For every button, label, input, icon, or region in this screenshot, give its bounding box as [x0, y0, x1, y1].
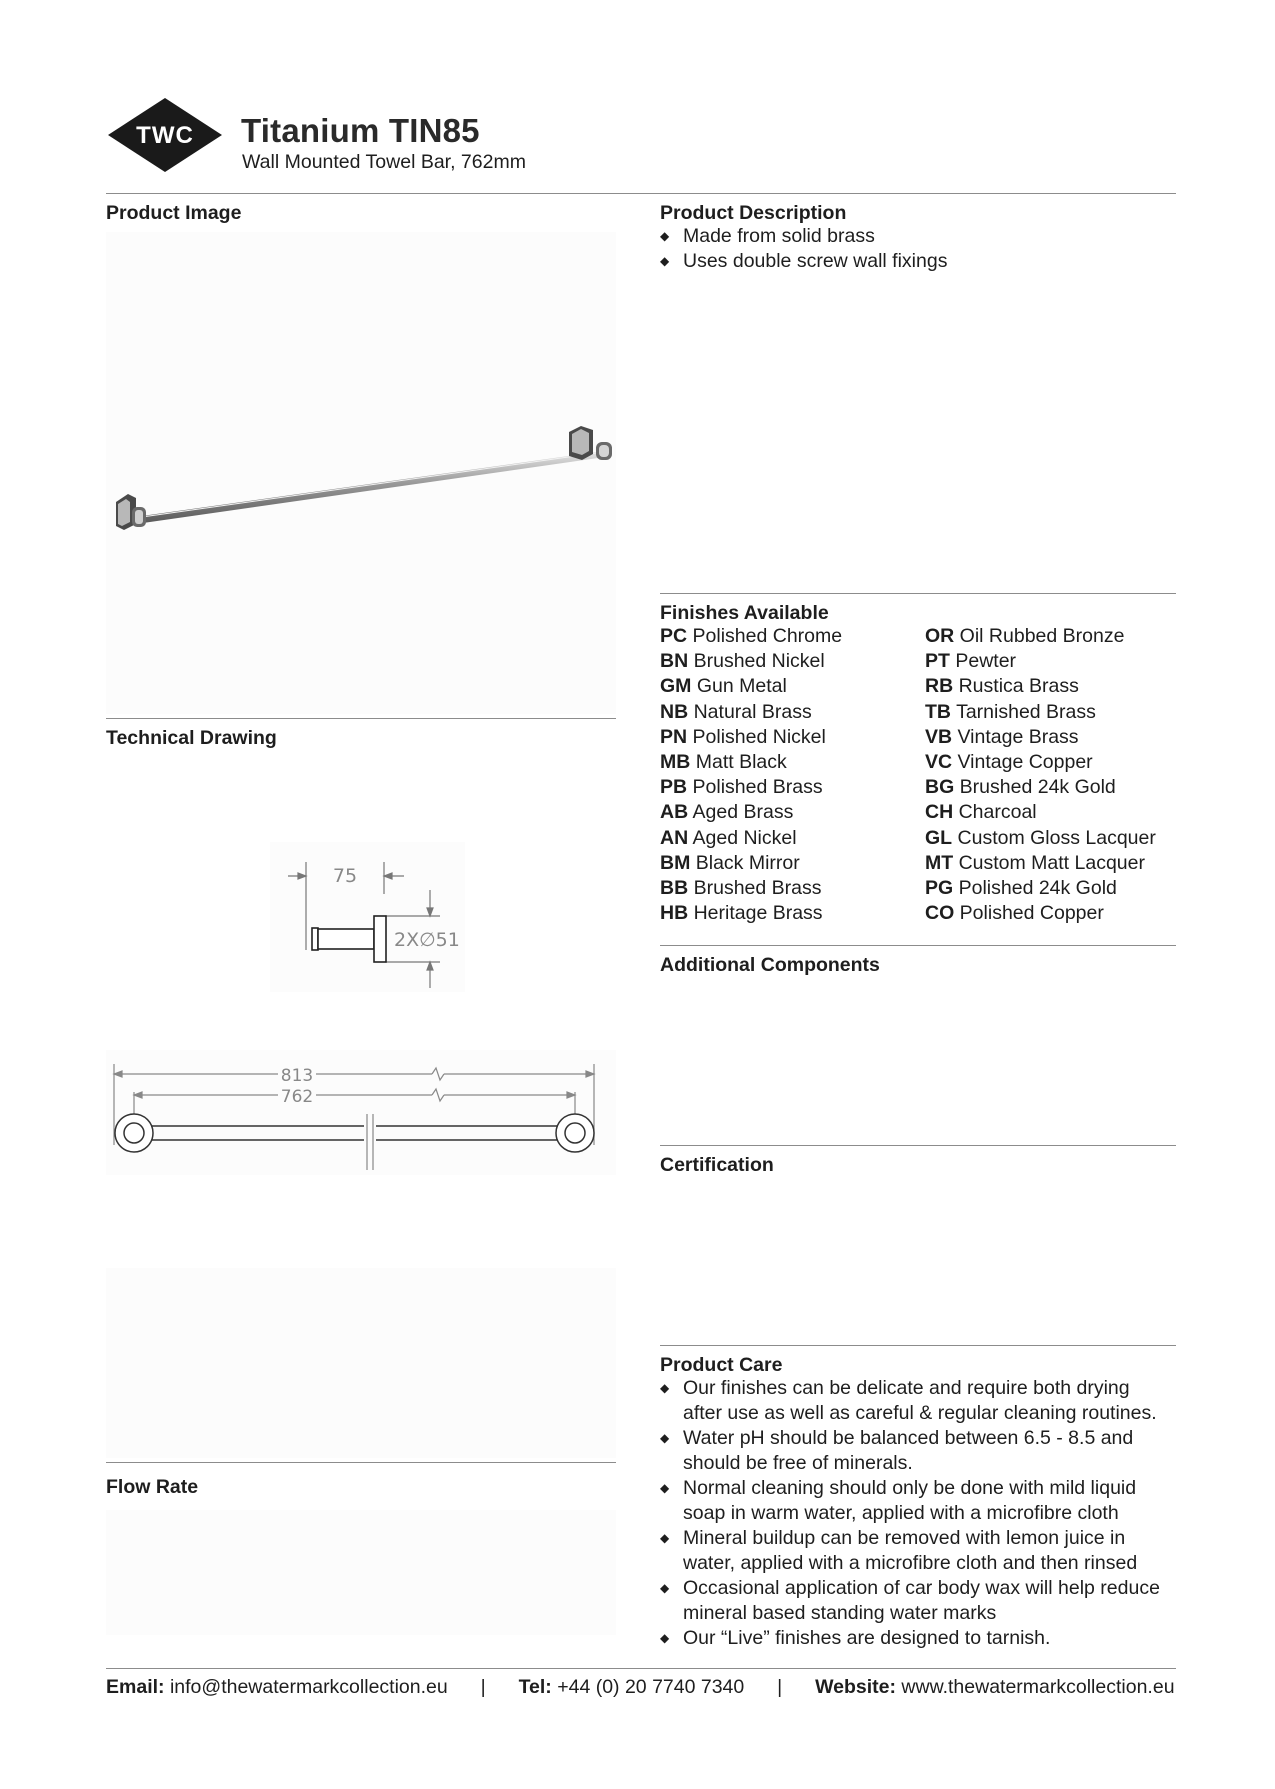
finish-item: PG Polished 24k Gold: [925, 877, 1117, 900]
technical-drawing-heading: Technical Drawing: [106, 727, 277, 749]
website-link[interactable]: www.thewatermarkcollection.eu: [901, 1676, 1175, 1698]
flow-rate-heading: Flow Rate: [106, 1476, 199, 1498]
logo-text: TWC: [136, 122, 194, 149]
twc-logo: [106, 96, 224, 174]
front-view-drawing: [106, 1050, 616, 1175]
website-label: Website:: [815, 1676, 896, 1698]
finish-item: NB Natural Brass: [660, 700, 812, 723]
email-label: Email:: [106, 1676, 165, 1698]
bar-length-dimension: 762: [280, 1087, 314, 1107]
product-image-divider: [106, 718, 616, 719]
footer-separator: |: [480, 1676, 486, 1698]
tel-label: Tel:: [518, 1676, 552, 1698]
product-image: [106, 232, 616, 714]
finishes-heading: Finishes Available: [660, 602, 829, 624]
finish-item: BM Black Mirror: [660, 851, 800, 874]
finish-item: RB Rustica Brass: [925, 675, 1079, 698]
finish-item: CO Polished Copper: [925, 902, 1104, 925]
diameter-dimension: 2X∅51: [394, 929, 460, 951]
finish-item: BN Brushed Nickel: [660, 650, 825, 673]
finish-item: CH Charcoal: [925, 801, 1037, 824]
description-item: ◆ Made from solid brass: [660, 224, 1175, 249]
product-subtitle: Wall Mounted Towel Bar, 762mm: [242, 151, 526, 173]
product-description-heading: Product Description: [660, 202, 847, 224]
finish-item: HB Heritage Brass: [660, 902, 823, 925]
finish-item: PB Polished Brass: [660, 776, 823, 799]
tel-number[interactable]: +44 (0) 20 7740 7340: [557, 1676, 745, 1698]
care-item: ◆ Our finishes can be delicate and require both drying after use as well as careful & regular cleaning routines.: [660, 1376, 1180, 1426]
finish-item: AN Aged Nickel: [660, 826, 797, 849]
product-title: Titanium TIN85: [241, 112, 480, 149]
header-divider: [106, 193, 1176, 194]
certification-heading: Certification: [660, 1154, 774, 1176]
finishes-right-column: [925, 624, 1156, 926]
contact-footer: [106, 1676, 1176, 1699]
additional-components-heading: Additional Components: [660, 954, 880, 976]
footer-separator: |: [777, 1676, 783, 1698]
finish-item: TB Tarnished Brass: [925, 700, 1096, 723]
right-wall-bracket: [569, 426, 612, 460]
footer-divider: [106, 1668, 1176, 1669]
flow-rate-area: [106, 1510, 616, 1635]
components-divider: [660, 1145, 1176, 1146]
finish-item: BB Brushed Brass: [660, 877, 822, 900]
finish-item: PN Polished Nickel: [660, 725, 826, 748]
finish-item: GL Custom Gloss Lacquer: [925, 826, 1156, 849]
finish-item: PT Pewter: [925, 650, 1017, 673]
product-care-heading: Product Care: [660, 1354, 783, 1376]
description-divider: [660, 593, 1176, 594]
finish-item: MT Custom Matt Lacquer: [925, 851, 1145, 874]
depth-dimension: 75: [332, 865, 358, 887]
care-item: ◆ Normal cleaning should only be done with mild liquid soap in warm water, applied with a microfibre cloth: [660, 1476, 1180, 1526]
care-item: ◆ Our “Live” finishes are designed to tarnish.: [660, 1626, 1180, 1651]
email-link[interactable]: info@thewatermarkcollection.eu: [169, 1676, 448, 1698]
left-wall-bracket: [116, 494, 146, 530]
side-view-drawing: [270, 842, 465, 992]
description-item: ◆ Uses double screw wall fixings: [660, 249, 1175, 274]
towel-bar-photo: [106, 232, 616, 714]
finishes-divider: [660, 945, 1176, 946]
finish-item: VB Vintage Brass: [925, 725, 1079, 748]
care-item: ◆ Occasional application of car body wax will help reduce mineral based standing water marks: [660, 1576, 1180, 1626]
finish-item: VC Vintage Copper: [925, 751, 1093, 774]
finish-item: BG Brushed 24k Gold: [925, 776, 1116, 799]
overall-length-dimension: 813: [280, 1066, 314, 1086]
product-care-list: [660, 1376, 1180, 1651]
finish-item: MB Matt Black: [660, 751, 787, 774]
product-image-heading: Product Image: [106, 202, 242, 224]
care-item: ◆ Mineral buildup can be removed with lemon juice in water, applied with a microfibre cloth and then rinsed: [660, 1526, 1180, 1576]
finishes-left-column: [660, 624, 842, 926]
technical-drawing-blank-area: [106, 1268, 616, 1458]
description-list: [660, 224, 1175, 274]
care-item: ◆ Water pH should be balanced between 6.5 - 8.5 and should be free of minerals.: [660, 1426, 1180, 1476]
technical-drawing-divider: [106, 1462, 616, 1463]
finish-item: PC Polished Chrome: [660, 625, 843, 647]
finish-item: AB Aged Brass: [660, 801, 794, 824]
finish-item: GM Gun Metal: [660, 675, 787, 698]
finish-item: OR Oil Rubbed Bronze: [925, 625, 1125, 647]
certification-divider: [660, 1345, 1176, 1346]
